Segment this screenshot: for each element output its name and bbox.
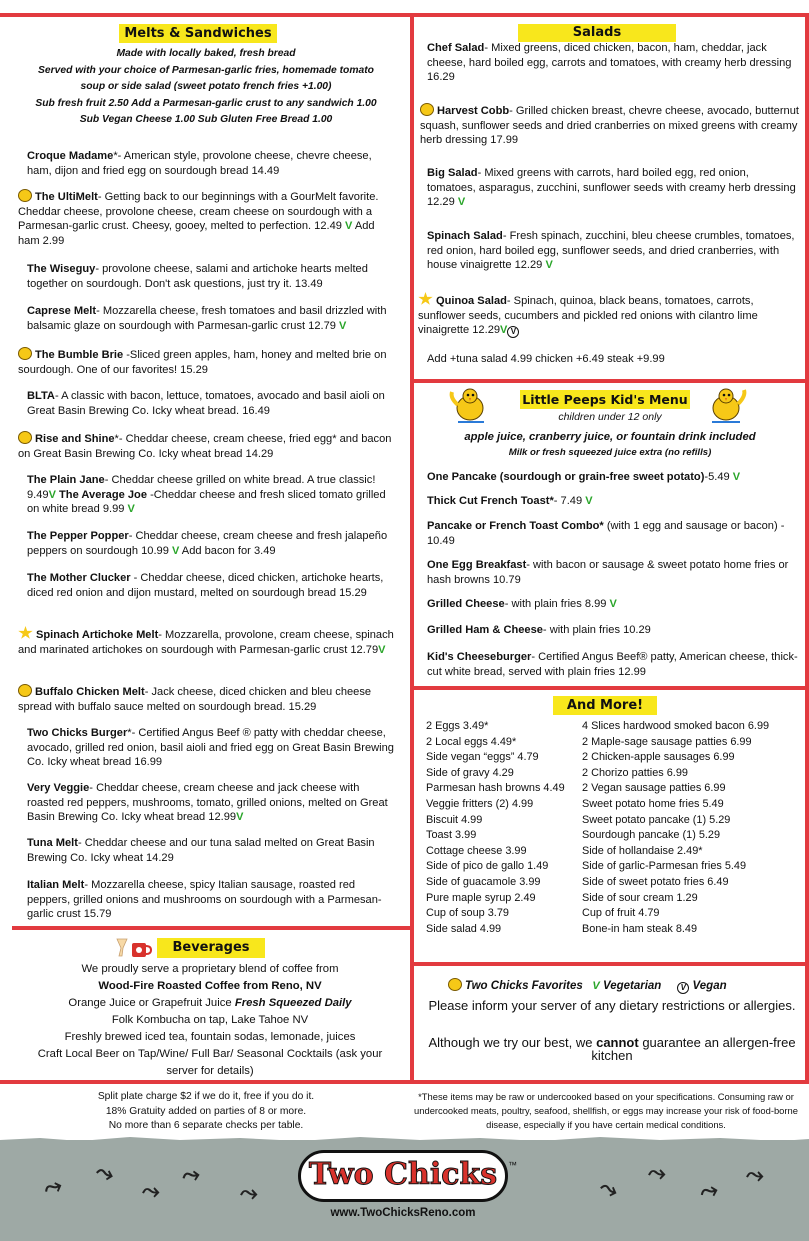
melts-intro	[14, 46, 398, 129]
item-desc: - Mozzarella, provolone, cream cheese, spinach and marinated artichokes on sourdough with Parmesan-garlic crust 12.79	[18, 629, 394, 656]
chicken-track-icon: ⤳	[240, 1180, 258, 1205]
side-item: Parmesan hash browns 4.49	[426, 782, 565, 795]
item-name: Spinach Salad	[427, 230, 503, 242]
vegetarian-icon: V	[500, 324, 508, 336]
beverage-line: Freshly brewed iced tea, fountain sodas, lemonade, juices	[64, 1031, 356, 1043]
menu-item	[427, 470, 799, 485]
menu-item	[18, 189, 399, 248]
vegetarian-icon: V	[609, 598, 617, 610]
menu-item	[27, 571, 399, 600]
item-desc: - Cheddar cheese grilled on white bread. A true classic! 9.49	[27, 474, 376, 501]
chicken-track-icon: ⤳	[40, 1171, 66, 1202]
legend-vegetarian: Vegetarian	[602, 980, 662, 992]
salad-addons: Add +tuna salad 4.99 chicken +6.49 steak +9.99	[427, 353, 665, 365]
chicken-track-icon: ⤳	[696, 1176, 721, 1205]
item-desc: - Mozzarella cheese, fresh tomatoes and basil drizzled with balsamic glaze on sourdough with Parmesan-garlic crust 12.79	[27, 305, 387, 332]
brand-url: www.TwoChicksReno.com	[330, 1207, 476, 1219]
allergen-disclaimer: Although we try our best, we cannot guarantee an allergen-free kitchen	[428, 1035, 796, 1063]
favorite-chick-icon	[18, 431, 32, 444]
side-item: Side of sour cream 1.29	[582, 891, 698, 904]
side-item: Side of gravy 4.29	[426, 766, 514, 779]
item-name: Chef Salad	[427, 42, 485, 54]
chicken-track-icon: ⤳	[93, 1158, 117, 1187]
vegan-icon: V	[677, 982, 689, 994]
center-divider	[410, 13, 414, 1083]
item-name: Caprese Melt	[27, 305, 97, 317]
chicken-track-icon: ⤳	[142, 1178, 160, 1203]
side-item: 2 Chicken-apple sausages 6.99	[582, 751, 735, 764]
chicken-track-icon: ⤳	[648, 1160, 666, 1185]
menu-item	[27, 878, 399, 922]
menu-item	[27, 726, 399, 770]
item-desc: - Grilled chicken breast, chevre cheese, avocado, butternut squash, sunflower seeds and dried cranberries on mixed greens with creamy herb dressing 17.99	[420, 105, 799, 146]
item-name: Pancake or French Toast Combo*	[427, 520, 604, 532]
item-name: The UltiMelt	[35, 191, 98, 203]
menu-item	[27, 473, 399, 517]
vegetarian-icon: V	[457, 196, 466, 208]
policy-line: No more than 6 separate checks per table.	[108, 1120, 304, 1131]
menu-item	[420, 103, 799, 148]
item-desc: - Cheddar cheese, cream cheese and jack cheese with roasted red peppers, mushrooms, tomato, grilled onions, melted on Great Basin Brewing Co. Icky wheat bread 12.99	[27, 782, 388, 823]
side-item: 2 Vegan sausage patties 6.99	[582, 782, 726, 795]
side-item: Side salad 4.99	[426, 922, 502, 935]
side-item: Sweet potato pancake (1) 5.29	[582, 813, 731, 826]
policy-line: Split plate charge $2 if we do it, free if you do it.	[97, 1091, 315, 1102]
side-item: Side vegan “eggs” 4.79	[426, 751, 539, 764]
item-desc: - Mixed greens with carrots, hard boiled egg, red onion, tomatoes, asparagus, zucchini, sunflower seeds with creamy herb dressing 12.29	[427, 167, 796, 208]
beverage-line: Folk Kombucha on tap, Lake Tahoe NV	[111, 1014, 309, 1026]
item-name: Italian Melt	[27, 879, 85, 891]
side-item: Sweet potato home fries 5.49	[582, 797, 724, 810]
brand-logo	[298, 1150, 508, 1202]
item-desc: *- American style, provolone cheese, chevre cheese, ham, dijon and fried egg on sourdough bread 14.49	[27, 150, 372, 177]
item-desc: -5.49	[704, 471, 730, 483]
side-item: Side of guacamole 3.99	[426, 875, 541, 888]
vegetarian-icon: V	[545, 259, 553, 271]
item-desc: -Cheddar cheese and fresh sliced tomato grilled on white bread 9.99	[27, 488, 386, 515]
item-name: The Bumble Brie	[35, 349, 124, 361]
legend-vegan: Vegan	[692, 980, 727, 992]
melts-intro-line: Sub Vegan Cheese 1.00 Sub Gluten Free Bread 1.00	[79, 114, 333, 125]
menu-item	[27, 149, 399, 178]
more-right-list	[582, 719, 802, 937]
menu-item	[427, 558, 799, 587]
favorite-chick-icon	[420, 103, 434, 116]
beverage-line: Wood-Fire Roasted Coffee from Reno, NV	[98, 980, 322, 992]
allergy-notice: Please inform your server of any dietary restrictions or allergies.	[428, 998, 796, 1013]
melts-bottom-divider	[12, 926, 412, 930]
vegetarian-icon: V	[48, 488, 56, 501]
item-desc: - Cheddar cheese, diced chicken, artichoke hearts, diced red onion and dijon mustard, melted on sourdough bread 15.29	[27, 572, 384, 599]
kids-subtitle: children under 12 only	[558, 411, 662, 423]
item-name: One Pancake (sourdough or grain-free sweet potato)	[427, 471, 705, 483]
menu-item	[427, 41, 799, 85]
item-name: BLTA	[27, 390, 55, 402]
vegetarian-icon: V	[339, 319, 347, 332]
item-desc: *- Certified Angus Beef ® patty with cheddar cheese, avocado, grilled red onion, basil aioli and fried egg on Great Basin Brewing Co. Icky wheat bread 16.99	[27, 727, 394, 768]
side-item: Side of hollandaise 2.49*	[582, 844, 703, 857]
brand-trademark: ™	[508, 1160, 517, 1170]
side-item: Side of pico de gallo 1.49	[426, 860, 549, 873]
item-name: The Wiseguy	[27, 263, 96, 275]
item-desc: - Cheddar cheese, cream cheese and fresh jalapeño peppers on sourdough 10.99	[27, 530, 388, 557]
kids-included: apple juice, cranberry juice, or fountain drink included	[464, 431, 756, 443]
chicken-track-icon: ⤳	[596, 1173, 622, 1204]
side-item: Pure maple syrup 2.49	[426, 891, 536, 904]
item-desc: - Certified Angus Beef® patty, American cheese, thick-cut white bread, served with plain fries 12.99	[427, 651, 798, 678]
melts-title: Melts & Sandwiches	[119, 24, 277, 43]
side-item: Veggie fritters (2) 4.99	[426, 797, 534, 810]
vegan-icon: V	[507, 326, 519, 338]
beverage-line: We proudly serve a proprietary blend of coffee from	[81, 963, 339, 975]
beverage-line: server for details)	[166, 1065, 254, 1077]
item-name: The Average Joe	[59, 488, 147, 501]
side-item: 4 Slices hardwood smoked bacon 6.99	[582, 720, 770, 732]
menu-item	[18, 431, 399, 461]
beverages-title: Beverages	[157, 938, 265, 958]
side-item: 2 Eggs 3.49*	[426, 720, 489, 732]
side-item: Toast 3.99	[426, 829, 477, 842]
menu-item	[27, 304, 407, 333]
item-name: Two Chicks Burger	[27, 727, 128, 739]
menu-item	[18, 347, 399, 377]
item-name: The Mother Clucker	[27, 572, 131, 584]
side-item: Side of sweet potato fries 6.49	[582, 875, 729, 888]
item-desc: - Spinach, quinoa, black beans, tomatoes, carrots, sunflower seeds, cucumbers and pickled red onions with cilantro lime vinaigrette 12.29	[418, 295, 758, 336]
side-item: Bone-in ham steak 8.49	[582, 922, 698, 935]
more-bottom-divider	[410, 962, 809, 966]
favorite-chick-icon	[18, 347, 32, 360]
item-name: Tuna Melt	[27, 837, 78, 849]
item-name: The Pepper Popper	[27, 530, 129, 542]
vegetarian-icon: V	[171, 544, 180, 557]
kids-title: Little Peeps Kid's Menu	[520, 390, 690, 409]
beverages-list	[14, 961, 406, 1080]
chicken-track-icon: ⤳	[179, 1160, 202, 1189]
vegetarian-icon: V	[236, 811, 244, 823]
item-desc: - Mixed greens, diced chicken, bacon, ham, cheddar, jack cheese, hard boiled egg, carrots and tomatoes, with creamy herb dressing 16.29	[427, 42, 792, 83]
item-desc: - with plain fries 10.29	[542, 624, 651, 636]
menu-item	[18, 626, 399, 657]
item-name: The Plain Jane	[27, 474, 105, 486]
item-name: Kid's Cheeseburger	[427, 651, 532, 663]
menu-item	[27, 836, 399, 865]
beverage-line: Orange Juice or Grapefruit Juice Fresh Squeezed Daily	[68, 997, 352, 1009]
menu-item	[427, 494, 799, 509]
side-item: Cottage cheese 3.99	[426, 844, 527, 857]
vegetarian-icon: V	[592, 980, 600, 992]
policy	[14, 1090, 398, 1134]
item-name: Croque Madame	[27, 150, 114, 162]
menu-item	[18, 684, 399, 714]
item-desc: - provolone cheese, salami and artichoke hearts melted together on sourdough. Don't ask questions, just try it. 13.49	[27, 263, 368, 290]
menu-item	[27, 262, 399, 291]
menu-item	[427, 229, 799, 273]
item-name: Grilled Ham & Cheese	[427, 624, 543, 636]
menu-item	[27, 529, 399, 558]
item-name: Thick Cut French Toast*	[427, 495, 554, 507]
beverage-line: Craft Local Beer on Tap/Wine/ Full Bar/ Seasonal Cocktails (ask your	[37, 1048, 383, 1060]
chicken-track-icon: ⤳	[746, 1162, 764, 1187]
more-left-list	[426, 719, 586, 937]
policy-line: 18% Gratuity added on parties of 8 or more.	[105, 1105, 307, 1117]
side-item: 2 Chorizo patties 6.99	[582, 766, 688, 779]
melts-intro-line: Served with your choice of Parmesan-garlic fries, homemade tomato	[38, 64, 374, 76]
melts-intro-line: soup or side salad (sweet potato french fries +1.00)	[80, 81, 332, 92]
salads-bottom-divider	[410, 379, 809, 383]
item-desc: - Fresh spinach, zucchini, bleu cheese crumbles, tomatoes, red onion, hard boiled egg, sunflower seeds, and dried cranberries, with house vinaigrette 12.29	[427, 230, 795, 271]
item-name: Buffalo Chicken Melt	[35, 686, 145, 698]
favorite-chick-icon	[18, 684, 32, 697]
menu-item	[427, 597, 799, 612]
item-name: Rise and Shine	[35, 433, 115, 445]
vegetarian-icon: V	[378, 643, 386, 656]
item-desc: - with plain fries 8.99	[504, 598, 607, 610]
right-border	[805, 13, 809, 1083]
torn-edge	[0, 1132, 809, 1144]
item-name: One Egg Breakfast	[427, 559, 527, 571]
vegetarian-icon: V	[345, 220, 353, 232]
menu-item	[27, 781, 399, 825]
menu-item	[27, 389, 399, 418]
side-item: Sourdough pancake (1) 5.29	[582, 829, 721, 842]
side-item: 2 Maple-sage sausage patties 6.99	[582, 735, 752, 748]
menu-item	[418, 292, 799, 338]
item-addon: Add bacon for 3.49	[181, 544, 276, 557]
item-desc: - Cheddar cheese and our tuna salad melted on Great Basin Brewing Co. Icky wheat 14.29	[27, 837, 375, 864]
menu-item	[427, 623, 799, 638]
legend	[448, 978, 798, 994]
salads-title: Salads	[518, 24, 676, 42]
brand-name: Two Chicks	[308, 1157, 498, 1192]
item-name: Spinach Artichoke Melt	[36, 629, 159, 641]
vegetarian-icon: V	[732, 471, 741, 483]
item-name: Very Veggie	[27, 782, 90, 794]
item-addon: Add ham 2.99	[18, 220, 375, 247]
new-star-icon	[418, 292, 433, 306]
side-item: Biscuit 4.99	[426, 813, 483, 826]
kids-milk-note: Milk or fresh squeezed juice extra (no refills)	[508, 447, 712, 458]
item-desc: -Sliced green apples, ham, honey and melted brie on sourdough. One of our favorites! 15.29	[18, 349, 387, 376]
raw-food-disclaimer: *These items may be raw or undercooked based on your specifications. Consuming raw or undercooked meats, poultry, seafood, shellfish, or eggs may increase your risk of food-borne disease, especially if you have certain medical conditions.	[414, 1091, 798, 1130]
vegetarian-icon: V	[585, 495, 593, 507]
more-title: And More!	[553, 696, 657, 715]
item-desc: - Mozzarella cheese, spicy Italian sausage, roasted red peppers, grilled onions and mushrooms on sourdough with a Parmesan-garlic crust 15.79	[27, 879, 382, 920]
favorite-chick-icon	[18, 189, 32, 202]
menu-item	[427, 650, 799, 679]
item-desc: - Jack cheese, diced chicken and bleu cheese spread with buffalo sauce melted on sourdough bread. 15.29	[18, 686, 372, 713]
new-star-icon	[18, 626, 33, 640]
bottom-border	[0, 1080, 809, 1084]
item-desc: - 7.49	[553, 495, 583, 507]
item-desc: - A classic with bacon, lettuce, tomatoes, avocado and basil aioli on Great Basin Brewing Co. Icky wheat bread. 16.49	[27, 390, 385, 417]
item-desc: - with bacon or sausage & sweet potato home fries or hash browns 10.79	[427, 559, 789, 586]
side-item: Side of garlic-Parmesan fries 5.49	[582, 860, 747, 873]
melts-intro-line: Sub fresh fruit 2.50 Add a Parmesan-garlic crust to any sandwich 1.00	[35, 97, 377, 109]
drinks-icon	[113, 937, 153, 959]
item-desc: (with 1 egg and sausage or bacon) - 10.49	[427, 520, 785, 547]
vegetarian-icon: V	[127, 503, 135, 515]
item-desc: *- Cheddar cheese, cream cheese, fried egg* and bacon on Great Basin Brewing Co. Icky wheat bread 14.29	[18, 433, 392, 460]
top-border	[0, 13, 809, 17]
item-name: Big Salad	[427, 167, 478, 179]
side-item: Cup of soup 3.79	[426, 907, 509, 920]
favorite-chick-icon	[448, 978, 462, 991]
item-name: Grilled Cheese	[427, 598, 505, 610]
melts-intro-line: Made with locally baked, fresh bread	[116, 48, 296, 59]
item-desc: - Getting back to our beginnings with a GourMelt favorite. Cheddar cheese, provolone cheese, cream cheese on sourdough with a Parmesan-garlic crust. Cheesy, gooey, melted to perfection. 12.49	[18, 191, 379, 232]
item-name: Quinoa Salad	[436, 295, 507, 307]
legend-favorites: Two Chicks Favorites	[465, 980, 583, 992]
kids-bottom-divider	[410, 686, 809, 690]
menu-item	[427, 166, 799, 210]
item-name: Harvest Cobb	[437, 105, 510, 117]
side-item: Cup of fruit 4.79	[582, 907, 660, 920]
menu-item	[427, 519, 799, 548]
side-item: 2 Local eggs 4.49*	[426, 735, 517, 748]
